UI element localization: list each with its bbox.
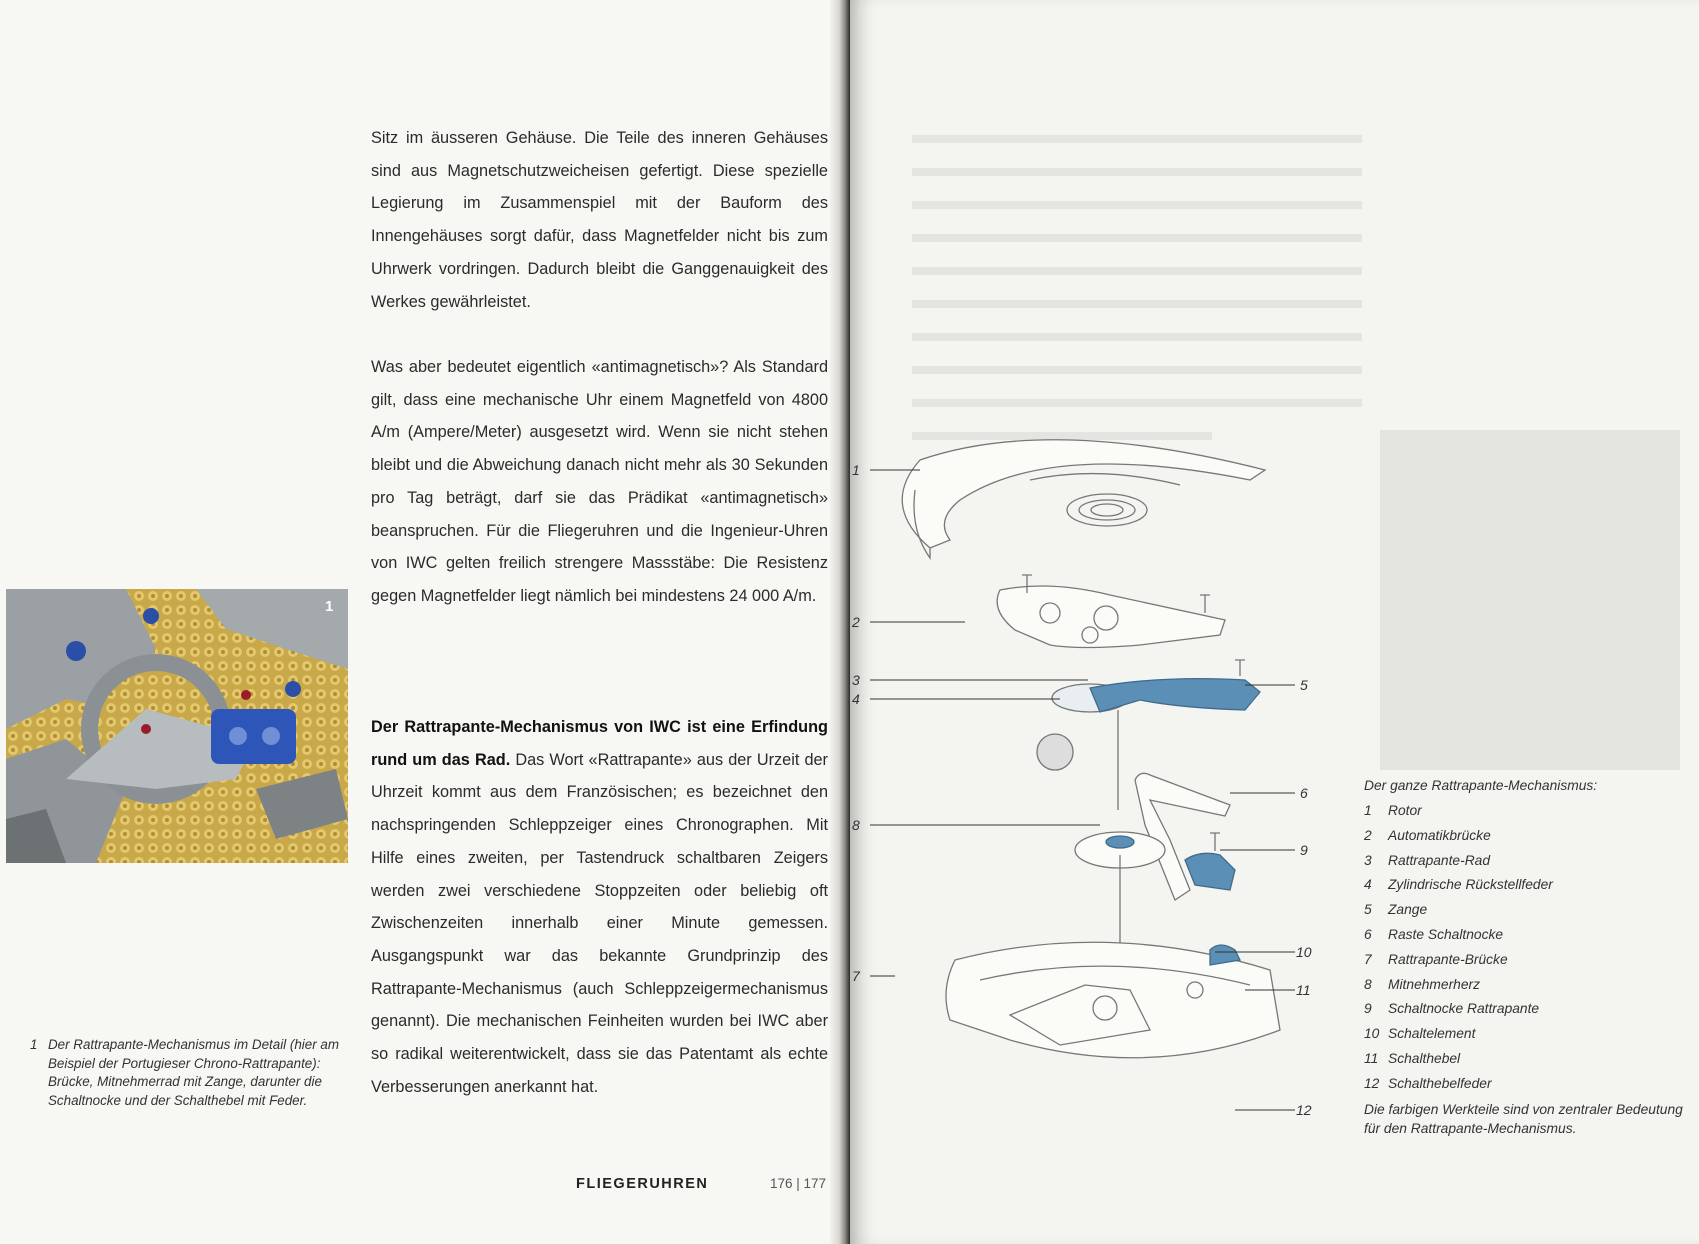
movement-photo <box>6 589 348 863</box>
book-gutter <box>830 0 850 1244</box>
legend-item: 4 Zylindrische Rückstellfeder <box>1364 877 1553 893</box>
legend-item: 2 Automatikbrücke <box>1364 827 1491 843</box>
photo-number: 1 <box>325 598 334 615</box>
legend-item: 7 Rattrapante-Brücke <box>1364 951 1508 967</box>
running-footer: FLIEGERUHREN <box>576 1176 709 1192</box>
legend-item: 8 Mitnehmerherz <box>1364 976 1481 992</box>
paragraph-3-lead: Der Rattrapante-Mechanismus von IWC ist eine Erfindung rund um das Rad. <box>371 718 828 769</box>
legend-item: 1 Rotor <box>1364 803 1422 818</box>
diagram-label-8: 8 <box>852 817 860 833</box>
legend-item: 10 Schaltelement <box>1364 1026 1476 1042</box>
diagram-label-11: 11 <box>1296 982 1311 998</box>
legend-item: 3 Rattrapante-Rad <box>1364 852 1491 868</box>
diagram-label-3: 3 <box>852 672 860 688</box>
photo-caption <box>30 1036 345 1110</box>
paragraph-3-body: Das Wort «Rattrapante» aus der Urzeit der Uhrzeit kommt aus dem Französischen; es bezeichnet den nachspringenden Schleppzeiger eines Chronographen. Mit Hilfe eines zweiten, per Tastendruck schaltbaren Zeigers werden zwei verschiedene Stoppzeiten oder beliebig oft Zwischenzeiten innerhalb einer Minute gemessen. Ausgangspunkt war das bekannte Grundprinzip des Rattrapante-Mechanismus (auch Schleppzeigermechanismus genannt). Die mechanischen Feinheiten wurden bei IWC aber so radikal weiterentwickelt, dass sie das Patentamt als echte Verbesserungen anerkannt hat. <box>371 750 828 1096</box>
diagram-label-6: 6 <box>1300 785 1308 801</box>
paragraph-2: Was aber bedeutet eigentlich «antimagnetisch»? Als Standard gilt, dass eine mechanische Uhr einem Magnetfeld von 4800 A/m (Ampere/Meter) ausgesetzt wird. Wenn sie nicht stehen bleibt und die Abweichung danach nicht mehr als 30 Sekunden pro Tag beträgt, darf sie das Prädikat «antimagnetisch» beanspruchen. Für die Fliegeruhren und die Ingenieur-Uhren von IWC gelten freilich strengere Massstäbe: Die Resistenz gegen Magnetfelder liegt nämlich bei mindestens 24 000 A/m. <box>371 358 828 605</box>
legend-item: 12 Schalthebelfeder <box>1364 1075 1492 1091</box>
caption-number: 1 <box>30 1037 38 1052</box>
diagram-label-12: 12 <box>1296 1102 1312 1118</box>
left-page <box>0 0 845 1244</box>
page-numbers: 176 | 177 <box>770 1176 827 1191</box>
diagram-label-2: 2 <box>852 614 860 630</box>
paragraph-1: Sitz im äusseren Gehäuse. Die Teile des inneren Gehäuses sind aus Magnetschutzweicheisen gefertigt. Diese spezielle Legierung im Zusammenspiel mit der Bauform des Innengehäuses sorgt dafür, dass Magnetfelder nicht bis zum Uhrwerk vordringen. Dadurch bleibt die Ganggenauigkeit des Werkes gewährleistet. <box>371 129 828 311</box>
diagram-label-1: 1 <box>852 462 860 478</box>
diagram-label-4: 4 <box>852 691 860 707</box>
legend-note: Die farbigen Werkteile sind von zentraler Bedeutung für den Rattrapante-Mechanismus. <box>1364 1101 1683 1136</box>
legend-item: 9 Schaltnocke Rattrapante <box>1364 1001 1540 1017</box>
diagram-label-5: 5 <box>1300 677 1308 693</box>
legend-title: Der ganze Rattrapante-Mechanismus: <box>1364 778 1598 793</box>
diagram-legend <box>1364 776 1684 1138</box>
diagram-label-7: 7 <box>852 968 860 984</box>
paragraph-3 <box>371 711 828 1103</box>
caption-text: Der Rattrapante-Mechanismus im Detail (hier am Beispiel der Portugieser Chrono-Rattrapante): Brücke, Mitnehmerrad mit Zange, darunter die Schaltnocke und der Schalthebel mit Feder. <box>48 1037 339 1108</box>
legend-item: 6 Raste Schaltnocke <box>1364 926 1504 942</box>
legend-item: 5 Zange <box>1364 902 1428 918</box>
diagram-label-10: 10 <box>1296 944 1312 960</box>
legend-item: 11 Schalthebel <box>1364 1050 1461 1066</box>
diagram-label-9: 9 <box>1300 842 1308 858</box>
exploded-diagram <box>850 430 1310 1130</box>
